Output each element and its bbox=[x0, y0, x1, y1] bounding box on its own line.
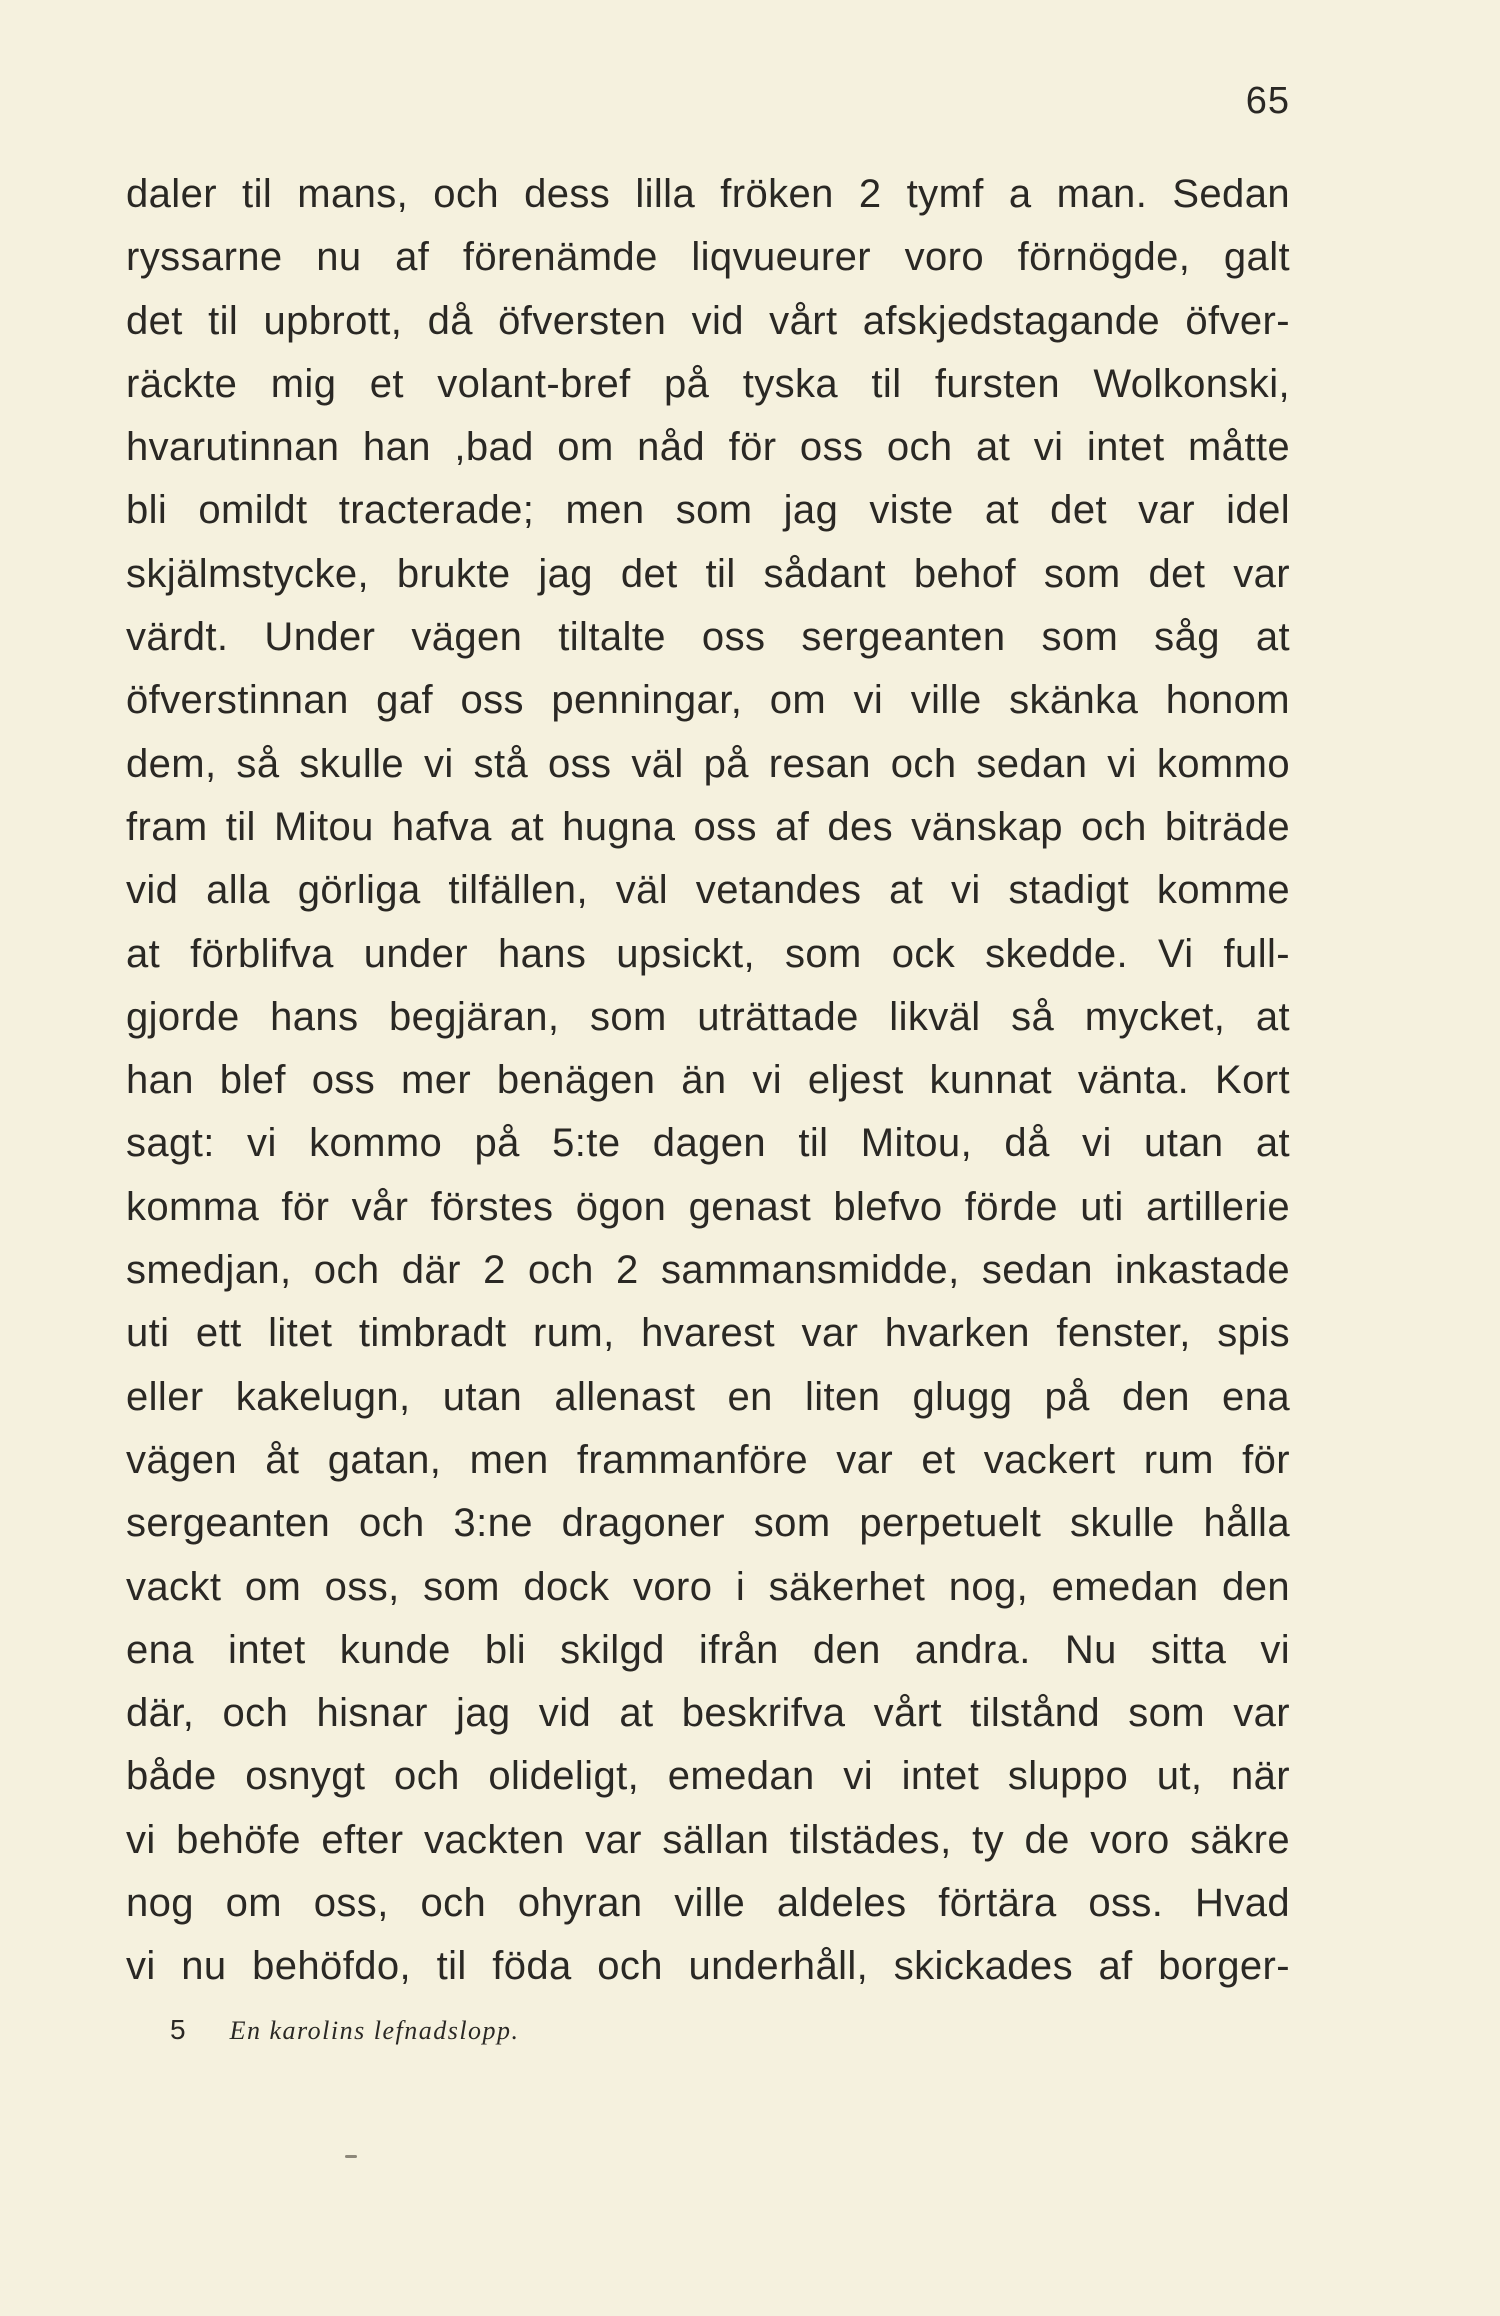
paper-speck bbox=[345, 2155, 357, 2158]
text-line: dem, så skulle vi stå oss väl på resan och sedan vi kommo bbox=[126, 741, 1290, 786]
text-line: vid alla görliga tilfällen, väl vetandes at vi stadigt komme bbox=[126, 868, 1290, 913]
text-line: hvarutinnan han ,bad om nåd för oss och at vi intet måtte bbox=[126, 425, 1290, 470]
text-line: eller kakelugn, utan allenast en liten glugg på den ena bbox=[126, 1374, 1290, 1419]
text-line: uti ett litet timbradt rum, hvarest var hvarken fenster, spis bbox=[126, 1311, 1290, 1356]
text-line: smedjan, och där 2 och 2 sammansmidde, sedan inkastade bbox=[126, 1248, 1290, 1293]
text-line: vägen åt gatan, men frammanföre var et vackert rum för bbox=[126, 1437, 1290, 1482]
page-footer bbox=[170, 2014, 520, 2046]
text-line: komma för vår förstes ögon genast blefvo förde uti artillerie bbox=[126, 1184, 1290, 1229]
text-line: skjälmstycke, brukte jag det til sådant behof som det var bbox=[126, 551, 1290, 596]
text-line: sergeanten och 3:ne dragoner som perpetuelt skulle hålla bbox=[126, 1501, 1290, 1546]
text-line: gjorde hans begjäran, som uträttade likväl så mycket, at bbox=[126, 994, 1290, 1039]
text-line: ryssarne nu af förenämde liqvueurer voro förnögde, galt bbox=[126, 235, 1290, 280]
text-line: fram til Mitou hafva at hugna oss af des vänskap och biträde bbox=[126, 804, 1290, 849]
text-line: både osnygt och olideligt, emedan vi intet sluppo ut, när bbox=[126, 1754, 1290, 1799]
text-line: nog om oss, och ohyran ville aldeles förtära oss. Hvad bbox=[126, 1881, 1290, 1926]
text-line: värdt. Under vägen tiltalte oss sergeanten som såg at bbox=[126, 615, 1290, 660]
text-line: bli omildt tracterade; men som jag viste at det var idel bbox=[126, 488, 1290, 533]
text-line: daler til mans, och dess lilla fröken 2 tymf a man. Sedan bbox=[126, 172, 1290, 216]
text-line: sagt: vi kommo på 5:te dagen til Mitou, då vi utan at bbox=[126, 1121, 1290, 1166]
text-line: han blef oss mer benägen än vi eljest kunnat vänta. Kort bbox=[126, 1058, 1290, 1103]
signature-number: 5 bbox=[170, 2014, 186, 2045]
text-line: vi behöfe efter vackten var sällan tilstädes, ty de voro säkre bbox=[126, 1817, 1290, 1862]
text-line: öfverstinnan gaf oss penningar, om vi ville skänka honom bbox=[126, 678, 1290, 723]
running-title: En karolins lefnadslopp. bbox=[229, 2016, 520, 2045]
page-number: 65 bbox=[1245, 80, 1290, 122]
text-line: vi nu behöfdo, til föda och underhåll, skickades af borger- bbox=[126, 1944, 1290, 1989]
text-line: vackt om oss, som dock voro i säkerhet nog, emedan den bbox=[126, 1564, 1290, 1609]
text-line: ena intet kunde bli skilgd ifrån den andra. Nu sitta vi bbox=[126, 1627, 1290, 1672]
text-line: at förblifva under hans upsickt, som ock skedde. Vi full- bbox=[126, 931, 1290, 976]
body-text bbox=[126, 163, 1290, 1999]
text-line: det til upbrott, då öfversten vid vårt afskjedstagande öfver- bbox=[126, 298, 1290, 343]
text-line: räckte mig et volant-bref på tyska til fursten Wolkonski, bbox=[126, 361, 1290, 406]
text-line: där, och hisnar jag vid at beskrifva vårt tilstånd som var bbox=[126, 1691, 1290, 1736]
